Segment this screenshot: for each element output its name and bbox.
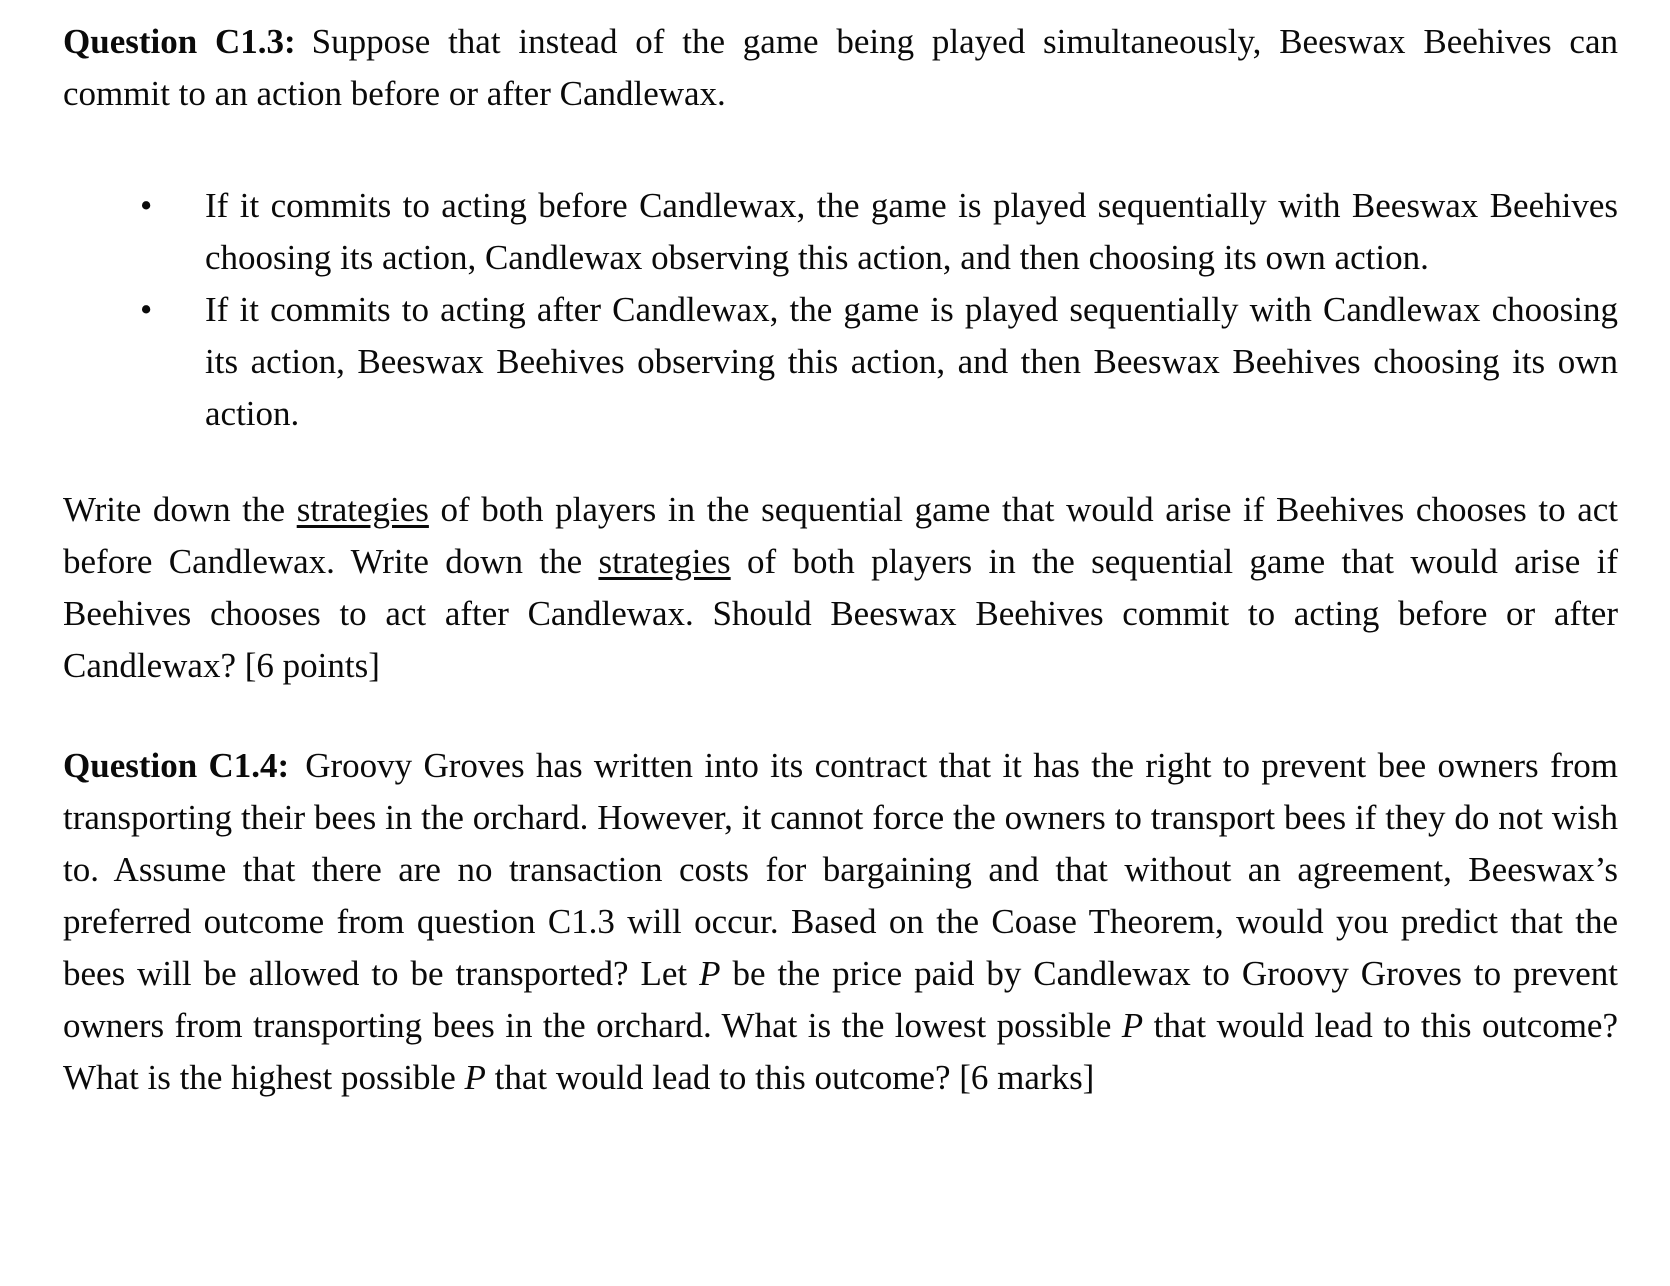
text-run: of both players in the sequential game that would arise if Beehives chooses to act before Candlewax. Write down the: [63, 490, 1618, 581]
text-run: that would lead to this outcome? [6 marks]: [485, 1058, 1095, 1097]
question-c13-label: Question C1.3:: [63, 22, 296, 61]
text-run: Groovy Groves has written into its contract that it has the right to prevent bee owners from transporting their bees in the orchard. However, it cannot force the owners to transport bees if they do not wish to. Assume that there are no transaction costs for bargaining and that without an agreement, Beeswax’s preferred outcome from question C1.3 will occur. Based on the Coase Theorem, would you predict that the bees will be allowed to be transported? Let: [63, 746, 1618, 993]
bullet-before-text: If it commits to acting before Candlewax, the game is played sequentially with Beeswax Beehives choosing its action, Candlewax observing this action, and then choosing its own action.: [205, 186, 1618, 277]
text-run: Write down the: [63, 490, 297, 529]
strategies-underlined-text: strategies: [296, 490, 429, 529]
question-c13-task-paragraph: [63, 484, 1618, 692]
bullet-item-after: [63, 284, 1618, 440]
bullet-after-text: If it commits to acting after Candlewax, the game is played sequentially with Candlewax choosing its action, Beeswax Beehives observing this action, and then Beeswax Beehives choosing its own action.: [205, 290, 1618, 433]
question-c13-paragraph: [63, 16, 1618, 120]
price-variable-p: P: [464, 1058, 486, 1097]
bullet-icon: •: [140, 290, 153, 329]
question-c14-paragraph: [63, 740, 1618, 1104]
text-run: be the price paid by Candlewax to Groovy Groves to prevent owners from transporting bees in the orchard. What is the lowest possible: [63, 954, 1618, 1045]
text-run: of both players in the sequential game that would arise if Beehives chooses to act after Candlewax. Should Beeswax Beehives commit to acting before or after Candlewax? [6 points]: [63, 542, 1618, 685]
bullet-list: [63, 180, 1618, 440]
strategies-underlined-text: strategies: [598, 542, 731, 581]
bullet-icon: •: [140, 186, 153, 225]
question-c14-label: Question C1.4:: [63, 746, 290, 785]
bullet-item-before: [63, 180, 1618, 284]
price-variable-p: P: [1121, 1006, 1144, 1045]
text-run: that would lead to this outcome? What is the highest possible: [63, 1006, 1618, 1097]
question-c13-intro-text: Suppose that instead of the game being played simultaneously, Beeswax Beehives can commit to an action before or after Candlewax.: [63, 22, 1618, 113]
price-variable-p: P: [699, 954, 721, 993]
